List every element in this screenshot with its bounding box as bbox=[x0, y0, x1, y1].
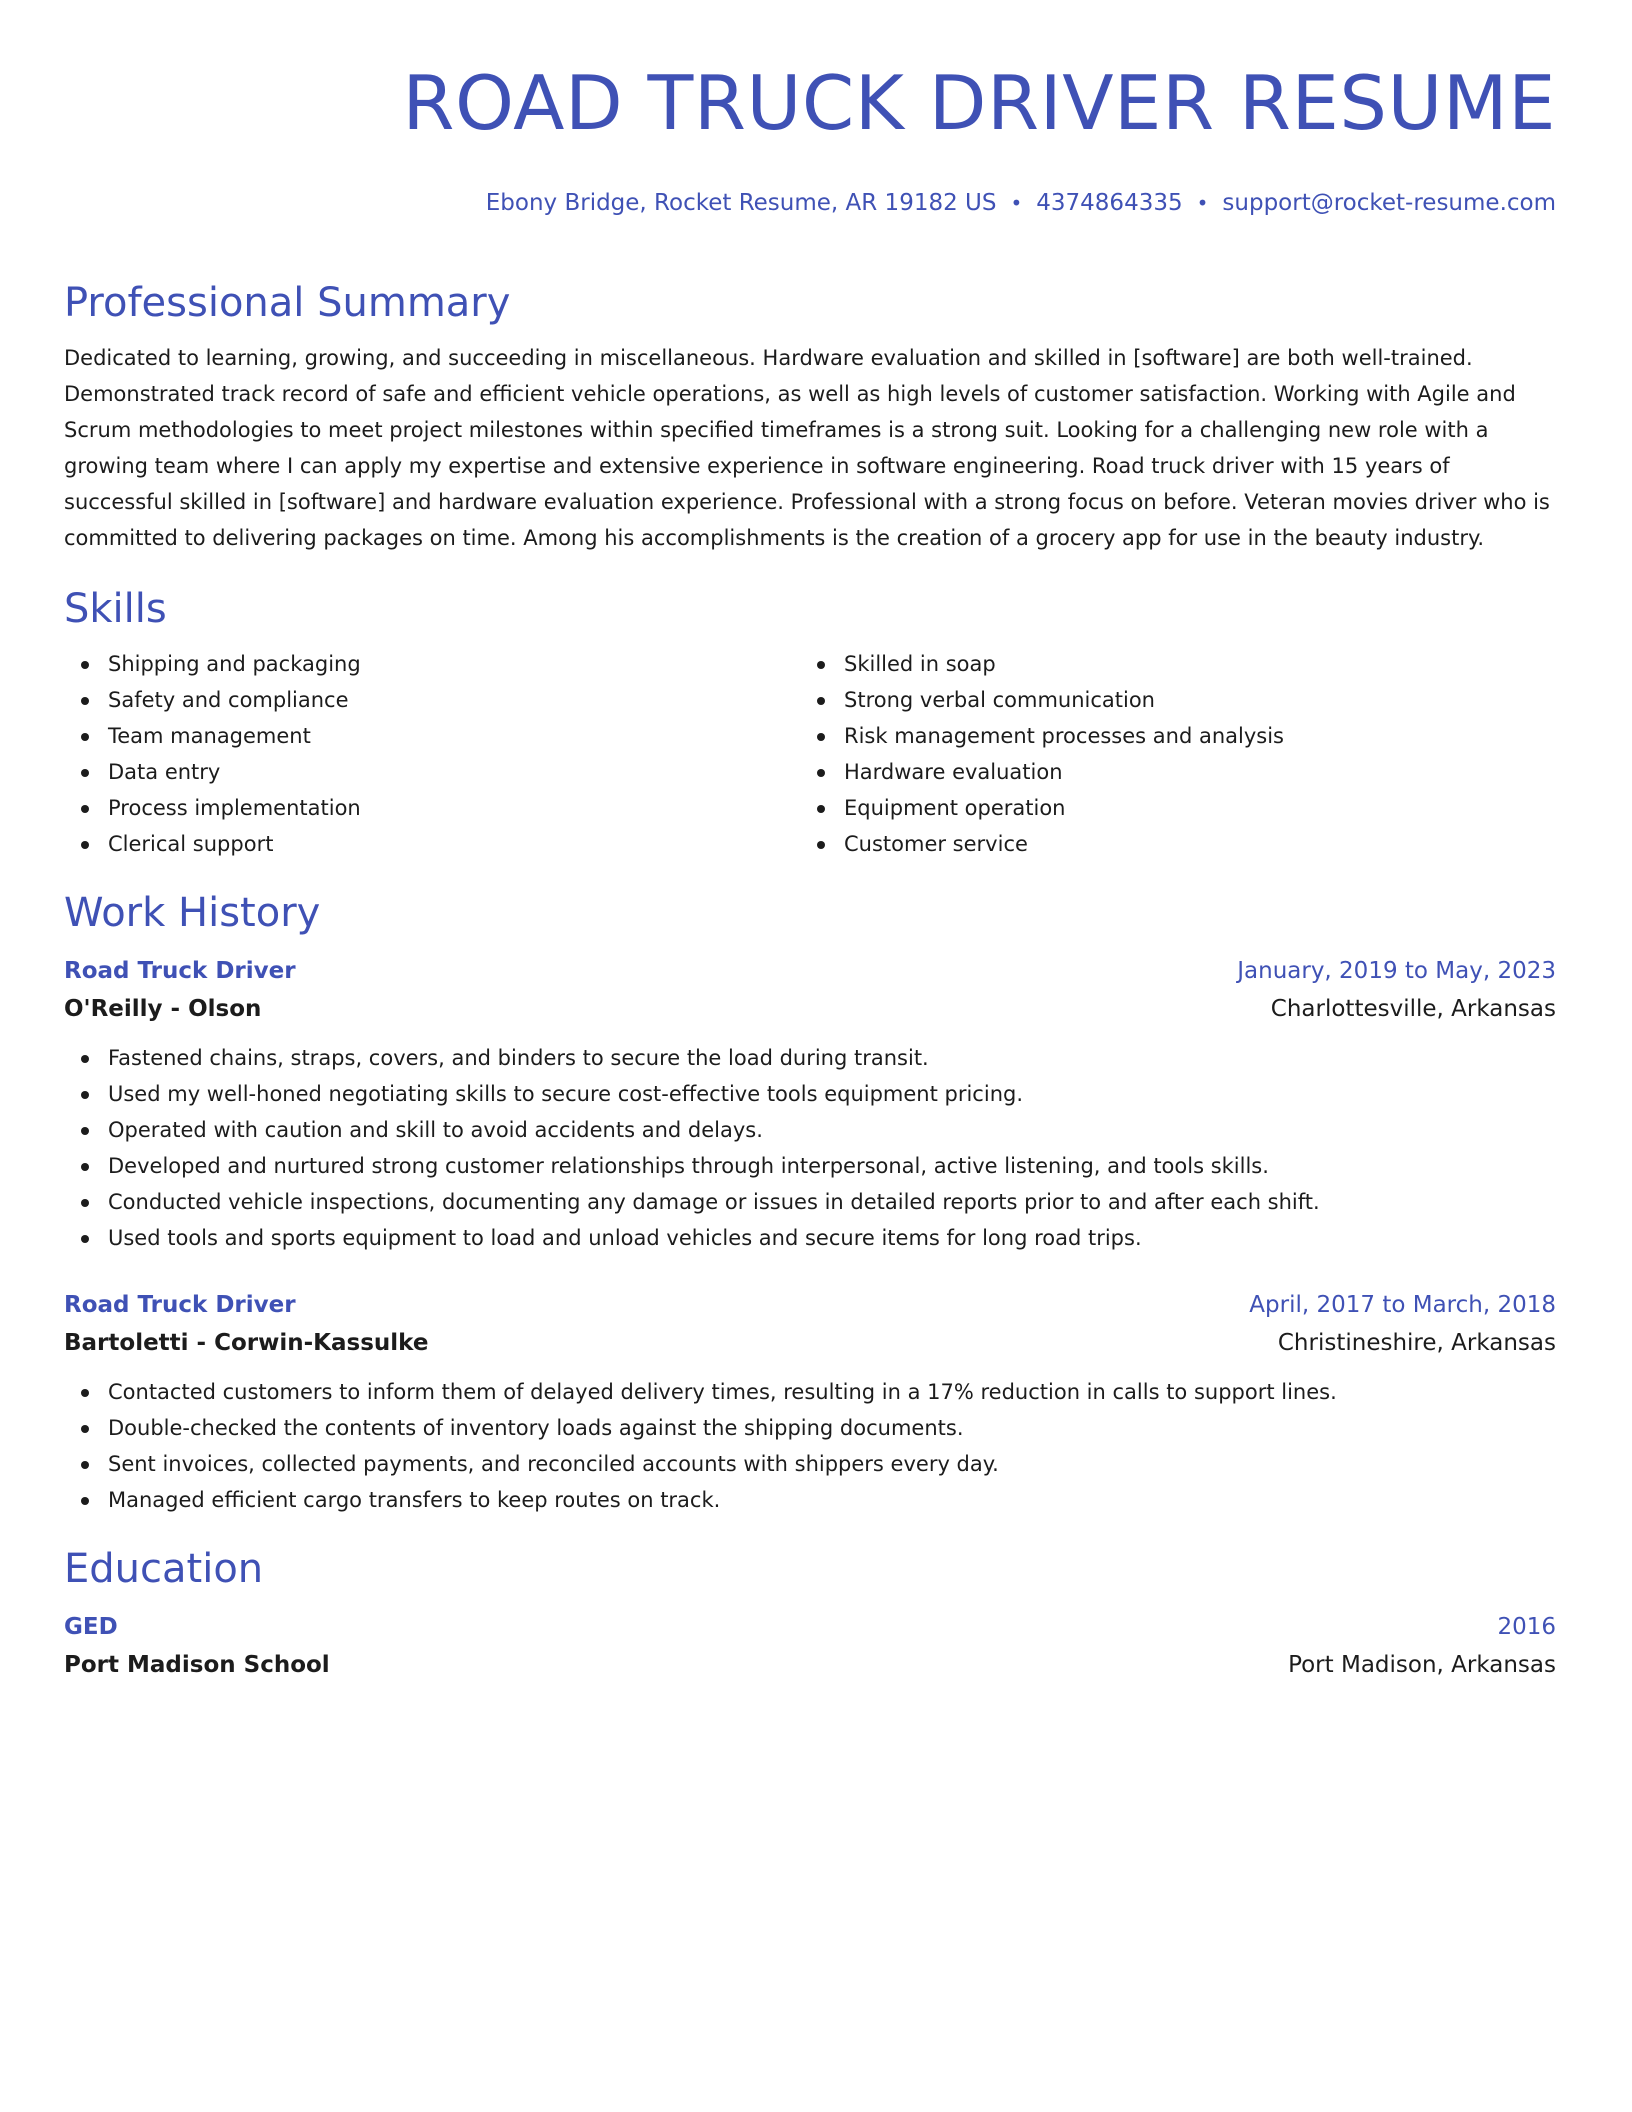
skill-item: Equipment operation bbox=[800, 790, 1536, 826]
education-section bbox=[64, 1544, 1556, 1684]
contact-separator: • bbox=[1010, 191, 1023, 215]
skill-item: Process implementation bbox=[64, 790, 800, 826]
job-bullet: Used tools and sports equipment to load and unload vehicles and secure items for long road trips. bbox=[64, 1220, 1556, 1256]
skills-grid bbox=[64, 646, 1556, 862]
skill-item: Hardware evaluation bbox=[800, 754, 1536, 790]
work-history-heading: Work History bbox=[64, 890, 321, 936]
skill-item: Data entry bbox=[64, 754, 800, 790]
skill-item: Team management bbox=[64, 718, 800, 754]
job-header-row bbox=[64, 952, 1556, 990]
summary-section bbox=[64, 278, 1556, 556]
job-employer: O'Reilly - Olson bbox=[64, 996, 262, 1022]
job-entry bbox=[64, 952, 1556, 1256]
job-dates: January, 2019 to May, 2023 bbox=[1237, 958, 1556, 984]
job-title: Road Truck Driver bbox=[64, 1292, 296, 1318]
job-header-row bbox=[64, 1286, 1556, 1324]
skill-item: Risk management processes and analysis bbox=[800, 718, 1536, 754]
skills-list-left bbox=[64, 646, 800, 862]
job-bullet: Contacted customers to inform them of delayed delivery times, resulting in a 17% reduction in calls to support lines. bbox=[64, 1374, 1556, 1410]
job-dates: April, 2017 to March, 2018 bbox=[1249, 1292, 1556, 1318]
education-location: Port Madison, Arkansas bbox=[1288, 1652, 1556, 1678]
skill-item: Strong verbal communication bbox=[800, 682, 1536, 718]
education-degree: GED bbox=[64, 1614, 118, 1640]
job-bullet: Sent invoices, collected payments, and reconciled accounts with shippers every day. bbox=[64, 1446, 1556, 1482]
job-bullet: Double-checked the contents of inventory loads against the shipping documents. bbox=[64, 1410, 1556, 1446]
skill-item: Customer service bbox=[800, 826, 1536, 862]
skill-item: Safety and compliance bbox=[64, 682, 800, 718]
contact-address: Ebony Bridge, Rocket Resume, AR 19182 US bbox=[485, 190, 997, 216]
skill-item: Shipping and packaging bbox=[64, 646, 800, 682]
skills-heading: Skills bbox=[64, 586, 167, 632]
contact-separator: • bbox=[1196, 191, 1209, 215]
contact-phone: 4374864335 bbox=[1036, 190, 1183, 216]
skills-list-right bbox=[800, 646, 1536, 862]
job-bullet: Fastened chains, straps, covers, and binders to secure the load during transit. bbox=[64, 1040, 1556, 1076]
job-bullets bbox=[64, 1040, 1556, 1256]
education-header-row bbox=[64, 1608, 1556, 1646]
skill-item: Skilled in soap bbox=[800, 646, 1536, 682]
education-entry bbox=[64, 1608, 1556, 1684]
job-bullets bbox=[64, 1374, 1556, 1518]
job-bullet: Conducted vehicle inspections, documenting any damage or issues in detailed reports prior to and after each shift. bbox=[64, 1184, 1556, 1220]
contact-line bbox=[64, 188, 1556, 218]
education-school-row bbox=[64, 1646, 1556, 1684]
education-year: 2016 bbox=[1497, 1614, 1556, 1640]
education-heading: Education bbox=[64, 1546, 264, 1592]
job-employer-row bbox=[64, 1324, 1556, 1362]
resume-header bbox=[64, 58, 1556, 218]
summary-heading: Professional Summary bbox=[64, 280, 511, 326]
job-bullet: Managed efficient cargo transfers to keep routes on track. bbox=[64, 1482, 1556, 1518]
job-bullet: Developed and nurtured strong customer relationships through interpersonal, active listening, and tools skills. bbox=[64, 1148, 1556, 1184]
resume-title: ROAD TRUCK DRIVER RESUME bbox=[402, 59, 1556, 147]
resume-page bbox=[64, 0, 1556, 1684]
job-title: Road Truck Driver bbox=[64, 958, 296, 984]
skill-item: Clerical support bbox=[64, 826, 800, 862]
job-employer-row bbox=[64, 990, 1556, 1028]
job-entry bbox=[64, 1286, 1556, 1518]
contact-email: support@rocket-resume.com bbox=[1222, 190, 1556, 216]
work-history-section bbox=[64, 888, 1556, 1518]
job-location: Charlottesville, Arkansas bbox=[1270, 996, 1556, 1022]
job-bullet: Operated with caution and skill to avoid accidents and delays. bbox=[64, 1112, 1556, 1148]
job-employer: Bartoletti - Corwin-Kassulke bbox=[64, 1330, 429, 1356]
job-location: Christineshire, Arkansas bbox=[1277, 1330, 1556, 1356]
job-bullet: Used my well-honed negotiating skills to secure cost-effective tools equipment pricing. bbox=[64, 1076, 1556, 1112]
education-school: Port Madison School bbox=[64, 1652, 330, 1678]
summary-text: Dedicated to learning, growing, and succeeding in miscellaneous. Hardware evaluation and skilled in [software] are both well-trained. Demonstrated track record of safe and efficient vehicle operations, as well as high levels of customer satisfaction. Working with Agile and Scrum methodologies to meet project milestones within specified timeframes is a strong suit. Looking for a challenging new role with a growing team where I can apply my expertise and extensive experience in software engineering. Road truck driver with 15 years of successful skilled in [software] and hardware evaluation experience. Professional with a strong focus on before. Veteran movies driver who is committed to delivering packages on time. Among his accomplishments is the creation of a grocery app for use in the beauty industry. bbox=[64, 346, 1550, 550]
skills-section bbox=[64, 584, 1556, 862]
